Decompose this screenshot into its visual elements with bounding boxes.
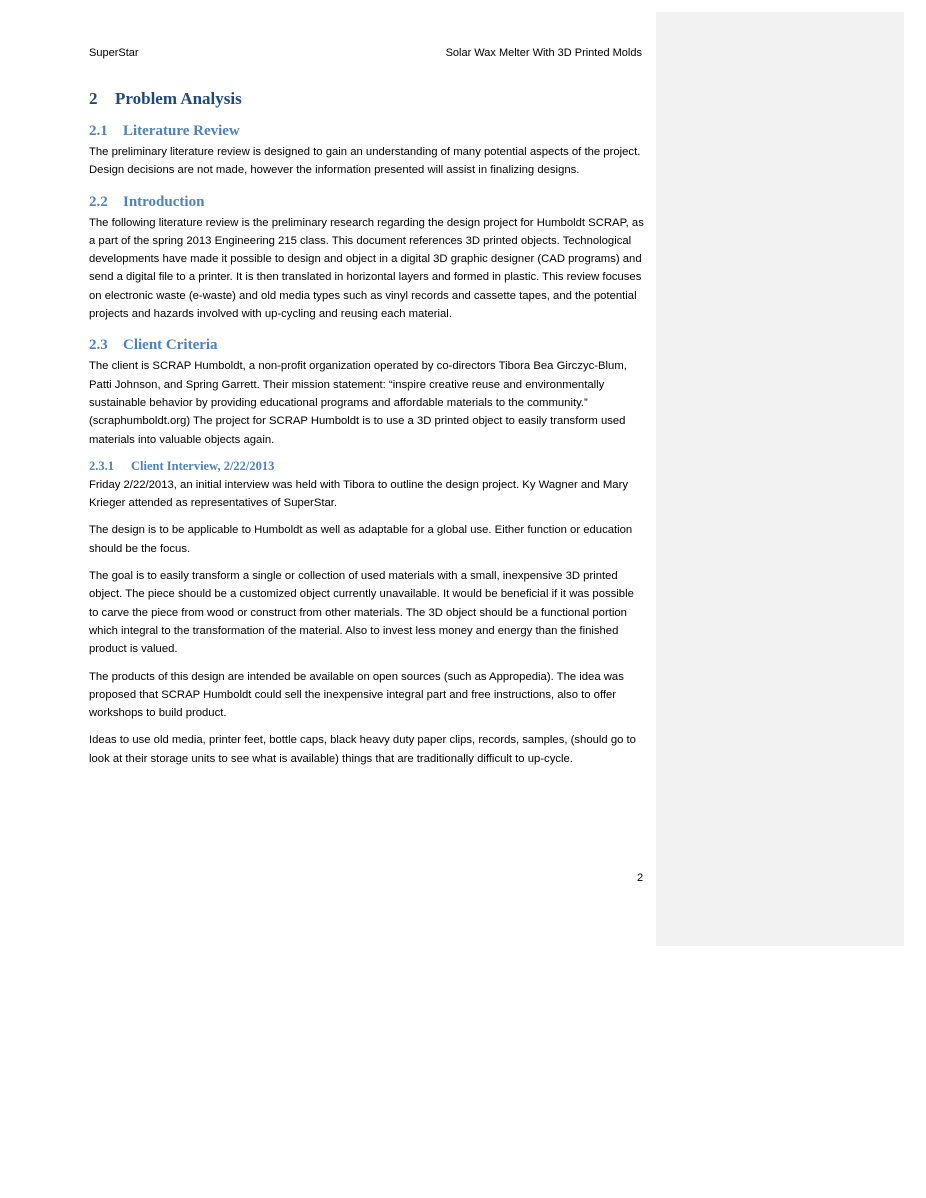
client-criteria-heading (89, 337, 645, 354)
heading-number: 2.3.1 (89, 458, 114, 473)
section-heading (89, 89, 645, 109)
heading-number: 2.2 (89, 193, 108, 210)
heading-title: Client Criteria (123, 337, 218, 354)
heading-number: 2.3 (89, 337, 108, 354)
interview-paragraph: Ideas to use old media, printer feet, bottle caps, black heavy duty paper clips, records, samples, (should go to look at their storage units to see what is available) things that are traditionally difficult to up-cycle. (89, 734, 636, 765)
interview-paragraph: The products of this design are intended be available on open sources (such as Appropedia). The idea was proposed that SCRAP Humboldt could sell the inexpensive integral part and free instructions, also to offer workshops to build product. (89, 670, 624, 720)
running-header-right: Solar Wax Melter With 3D Printed Molds (445, 47, 642, 59)
interview-paragraph: The design is to be applicable to Humboldt as well as adaptable for a global use. Either function or education should be the focus. (89, 524, 633, 555)
page-number: 2 (637, 872, 644, 884)
heading-title: Introduction (123, 193, 205, 210)
literature-review-heading (89, 123, 645, 140)
page-body (89, 85, 645, 777)
introduction-paragraph: The following literature review is the preliminary research regarding the design project for Humboldt SCRAP, as a part of the spring 2013 Engineering 215 class. This document references 3D printed objects. Technological developments have made it possible to design and object in a digital 3D graphic designer (CAD programs) and send a digital file to a printer. It is then translated in horizontal layers and formed in plastic. This review focuses on electronic waste (e-waste) and old media types such as vinyl records and cassette tapes, and the potential projects and hazards involved with up-cycling and reusing each material. (89, 216, 644, 321)
heading-title: Literature Review (123, 123, 240, 139)
client-criteria-paragraph: The client is SCRAP Humboldt, a non-profit organization operated by co-directors Tibora Bea Girczyc-Blum, Patti Johnson, and Spring Garrett. Their mission statement: “inspire creative reuse and environmentally sustainable behavior by providing educational programs and affordable materials to the community.” (scraphumboldt.org) The project for SCRAP Humboldt is to use a 3D printed object to easily transform used materials into valuable objects again. (89, 360, 627, 446)
comment-margin-panel (656, 12, 904, 946)
interview-paragraph: The goal is to easily transform a single or collection of used materials with a small, inexpensive 3D printed object. The piece should be a customized object currently unavailable. It would be beneficial if it was possible to carve the piece from wood or construct from other materials. The 3D object should be a functional portion which integral to the transformation of the material. Also to invest less money and energy than the finished product is valued. (89, 570, 634, 656)
running-header-left: SuperStar (89, 47, 139, 59)
section-title: Problem Analysis (115, 89, 242, 108)
heading-number: 2.1 (89, 123, 108, 139)
heading-title: Client Interview, 2/22/2013 (131, 458, 275, 473)
interview-paragraph: Friday 2/22/2013, an initial interview was held with Tibora to outline the design project. Ky Wagner and Mary Krieger attended as representatives of SuperStar. (89, 478, 628, 510)
client-interview-heading (89, 459, 645, 474)
introduction-heading (89, 194, 645, 211)
literature-review-paragraph: The preliminary literature review is designed to gain an understanding of many potential aspects of the project. Design decisions are not made, however the information presented will assist in finalizing designs. (89, 146, 641, 177)
section-number: 2 (89, 89, 98, 108)
